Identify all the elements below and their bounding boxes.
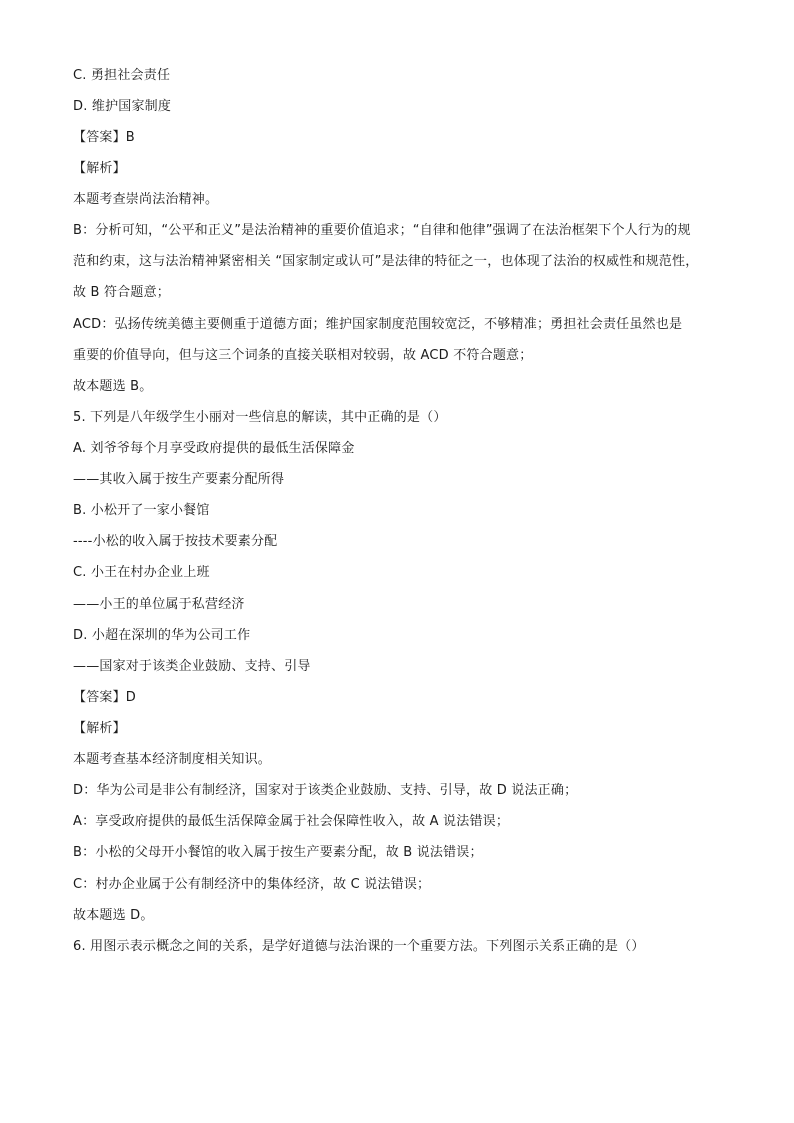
option-c-interpretation: ——小王的单位属于私营经济 [73,597,245,612]
answer-line: 【答案】B [73,130,135,145]
analysis-topic: 本题考查崇尚法治精神。 [73,192,219,207]
analysis-topic: 本题考查基本经济制度相关知识。 [73,752,272,767]
option-a-line: A. 刘爷爷每个月享受政府提供的最低生活保障金 [73,441,355,456]
analysis-text: ACD：弘扬传统美德主要侧重于道德方面；维护国家制度范围较宽泛，不够精准；勇担社会责任虽然也是 [73,317,683,332]
answer-line: 【答案】D [73,690,137,705]
option-b-line: B. 小松开了一家小餐馆 [73,503,210,518]
analysis-heading: 【解析】 [73,161,126,176]
option-d-line: D. 小超在深圳的华为公司工作 [73,628,251,643]
analysis-text: C：村办企业属于公有制经济中的集体经济，故 C 说法错误； [73,877,431,892]
analysis-text: 重要的价值导向，但与这三个词条的直接关联相对较弱，故 ACD 不符合题意； [73,348,533,363]
analysis-text: D：华为公司是非公有制经济，国家对于该类企业鼓励、支持、引导，故 D 说法正确； [73,783,578,798]
option-c-line: C. 小王在村办企业上班 [73,565,210,580]
analysis-text: A：享受政府提供的最低生活保障金属于社会保障性收入，故 A 说法错误； [73,814,510,829]
analysis-text: B：小松的父母开小餐馆的收入属于按生产要素分配，故 B 说法错误； [73,845,483,860]
question-5-stem: 5. 下列是八年级学生小丽对一些信息的解读，其中正确的是（） [73,410,447,425]
analysis-text: B：分析可知，“公平和正义”是法治精神的重要价值追求；“自律和他律”强调了在法治框架下个人行为的规 [73,223,691,238]
conclusion-line: 故本题选 D。 [73,908,154,923]
option-d-line: D. 维护国家制度 [73,99,172,114]
analysis-text: 范和约束，这与法治精神紧密相关 “国家制定或认可”是法律的特征之一，也体现了法治的权威性和规范性， [73,254,699,269]
option-c-line: C. 勇担社会责任 [73,68,171,83]
question-6-stem: 6. 用图示表示概念之间的关系，是学好道德与法治课的一个重要方法。下列图示关系正确的是（） [73,939,645,954]
option-b-interpretation: ----小松的收入属于按技术要素分配 [73,534,278,549]
conclusion-line: 故本题选 B。 [73,379,153,394]
option-a-interpretation: ——其收入属于按生产要素分配所得 [73,472,285,487]
analysis-heading: 【解析】 [73,721,126,736]
option-d-interpretation: ——国家对于该类企业鼓励、支持、引导 [73,659,311,674]
analysis-text: 故 B 符合题意； [73,285,170,300]
